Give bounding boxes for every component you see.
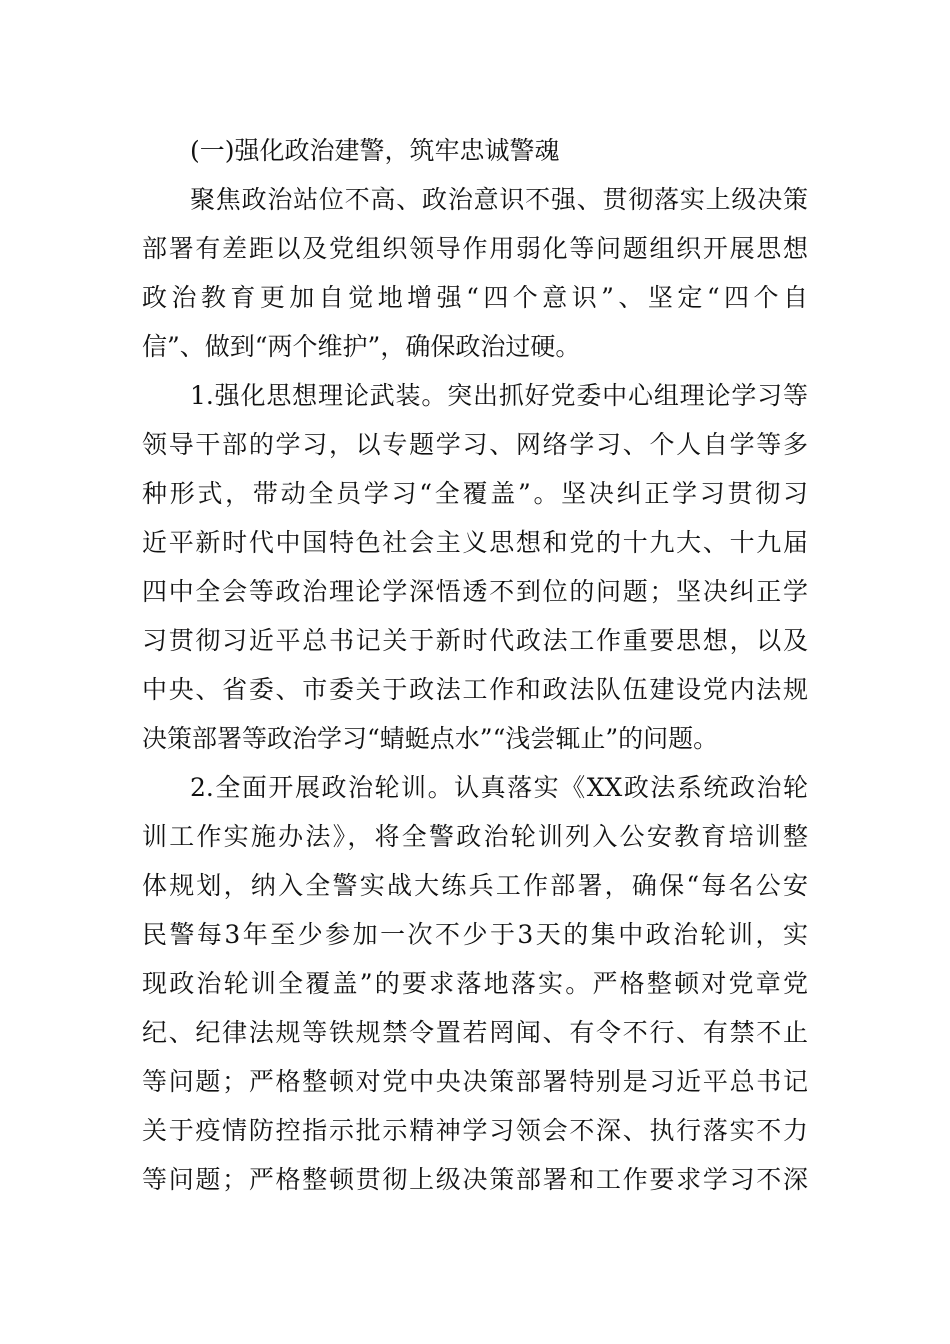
paragraph-1-line-3: 政治教育更加自觉地增强“四个意识”、坚定“四个自	[142, 283, 808, 312]
paragraph-3-line-3: 体规划，纳入全警实战大练兵工作部署，确保“每名公安	[142, 871, 808, 900]
paragraph-2-line-3: 种形式，带动全员学习“全覆盖”。坚决纠正学习贯彻习	[142, 479, 808, 508]
section-heading: (一)强化政治建警，筑牢忠诚警魂	[190, 136, 560, 165]
paragraph-2-line-1: 1.强化思想理论武装。突出抓好党委中心组理论学习等	[190, 381, 808, 410]
paragraph-3-line-9: 等问题；严格整顿贯彻上级决策部署和工作要求学习不深	[142, 1165, 808, 1194]
paragraph-3-line-1: 2.全面开展政治轮训。认真落实《XX政法系统政治轮	[190, 773, 808, 802]
paragraph-2-line-2: 领导干部的学习，以专题学习、网络学习、个人自学等多	[142, 430, 808, 459]
paragraph-3-line-7: 等问题；严格整顿对党中央决策部署特别是习近平总书记	[142, 1067, 808, 1096]
paragraph-2-line-4: 近平新时代中国特色社会主义思想和党的十九大、十九届	[142, 528, 808, 557]
paragraph-2-line-7: 中央、省委、市委关于政法工作和政法队伍建设党内法规	[142, 675, 808, 704]
paragraph-3-line-6: 纪、纪律法规等铁规禁令置若罔闻、有令不行、有禁不止	[142, 1018, 808, 1047]
paragraph-1-line-1: 聚焦政治站位不高、政治意识不强、贯彻落实上级决策	[190, 185, 808, 214]
paragraph-3-line-4: 民警每3年至少参加一次不少于3天的集中政治轮训，实	[142, 920, 808, 949]
paragraph-2-line-5: 四中全会等政治理论学深悟透不到位的问题；坚决纠正学	[142, 577, 808, 606]
paragraph-2-line-6: 习贯彻习近平总书记关于新时代政法工作重要思想，以及	[142, 626, 808, 655]
paragraph-2-line-8: 决策部署等政治学习“蜻蜓点水”“浅尝辄止”的问题。	[142, 724, 719, 753]
paragraph-1-line-4: 信”、做到“两个维护”，确保政治过硬。	[142, 332, 581, 361]
paragraph-3-line-5: 现政治轮训全覆盖”的要求落地落实。严格整顿对党章党	[142, 969, 808, 998]
paragraph-1-line-2: 部署有差距以及党组织领导作用弱化等问题组织开展思想	[142, 234, 808, 263]
paragraph-3-line-8: 关于疫情防控指示批示精神学习领会不深、执行落实不力	[142, 1116, 808, 1145]
paragraph-3-line-2: 训工作实施办法》，将全警政治轮训列入公安教育培训整	[142, 822, 808, 851]
